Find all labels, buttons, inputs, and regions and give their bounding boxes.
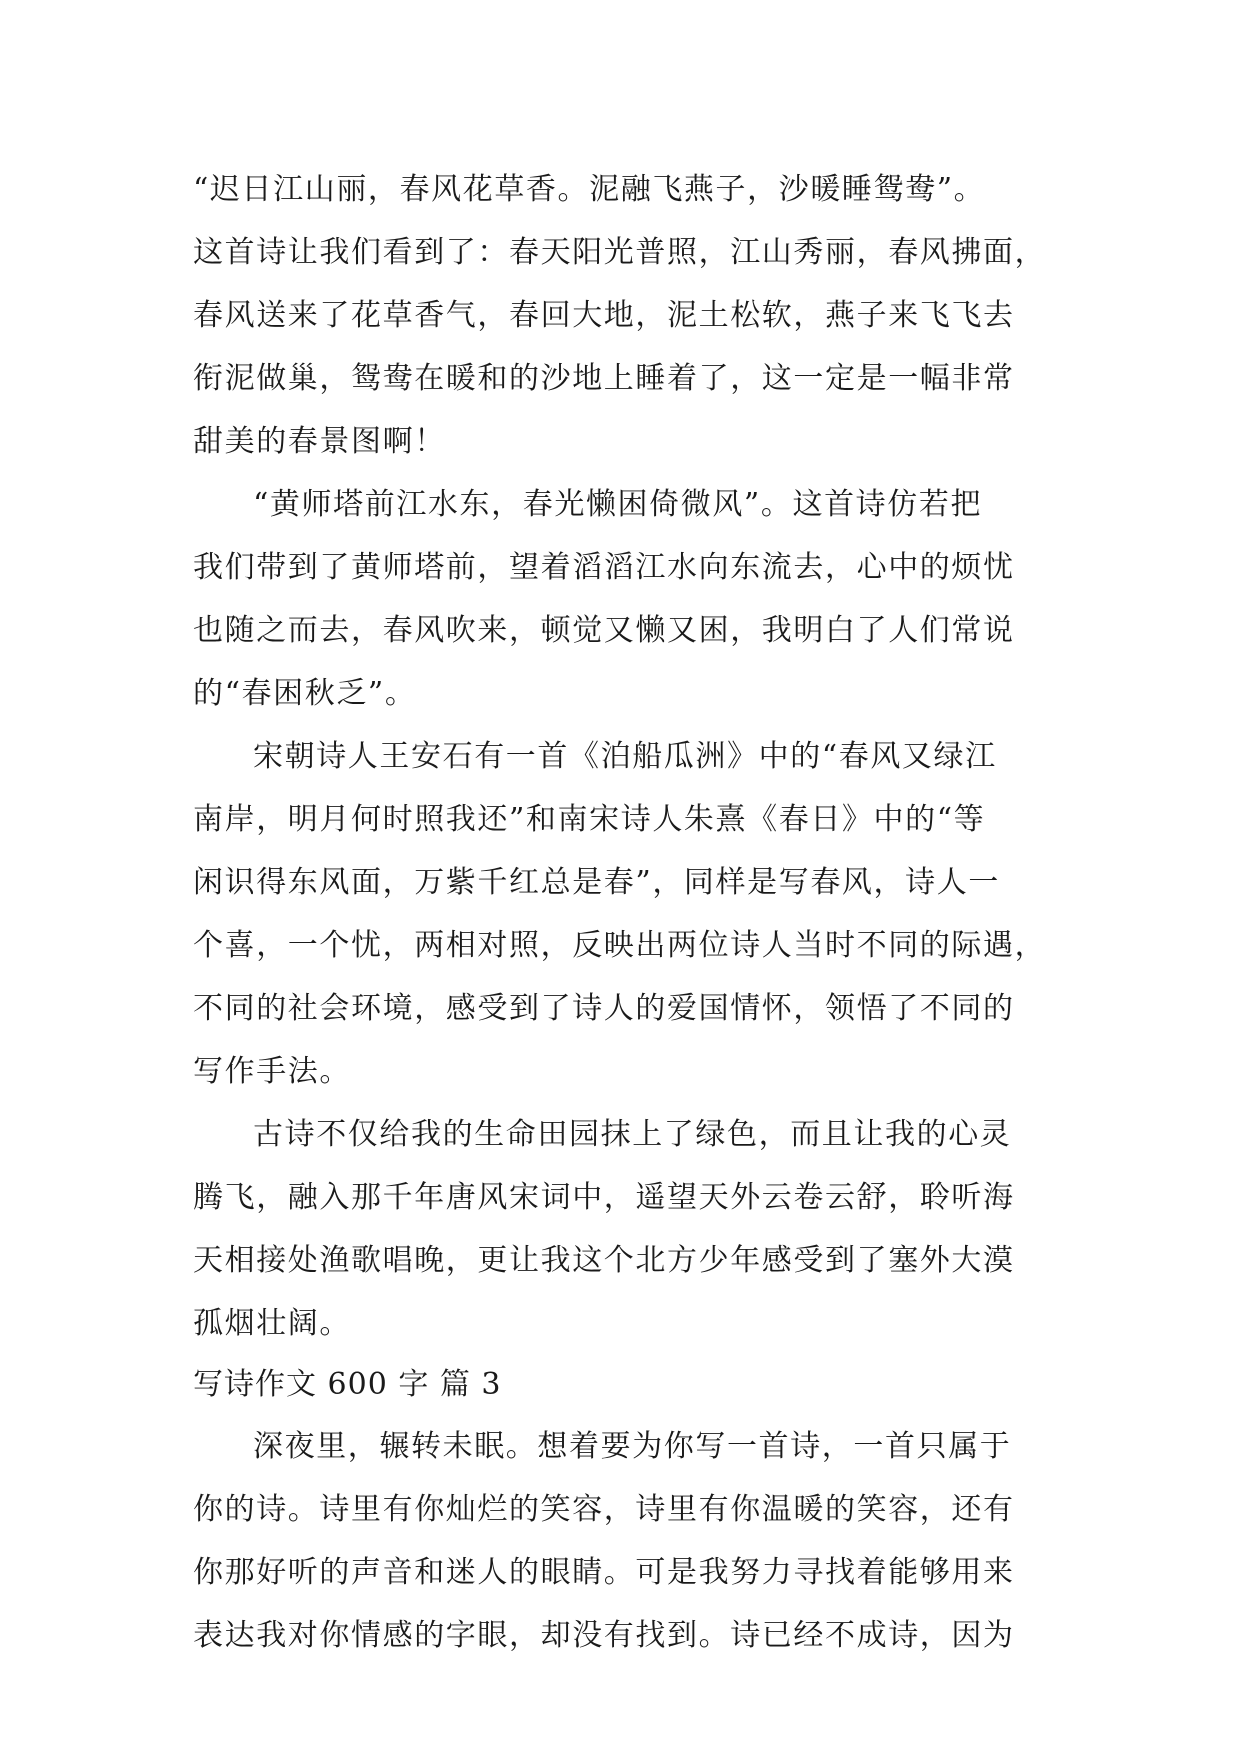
paragraph-line: 南岸，明月何时照我还”和南宋诗人朱熹《春日》中的“等 xyxy=(193,802,986,837)
paragraph-line: 写作手法。 xyxy=(193,1054,351,1089)
paragraph-line: 表达我对你情感的字眼，却没有找到。诗已经不成诗，因为 xyxy=(193,1618,1015,1653)
section-heading: 写诗作文 600 字 篇 3 xyxy=(193,1367,502,1402)
paragraph-line: 我们带到了黄师塔前，望着滔滔江水向东流去，心中的烦忧 xyxy=(193,550,1015,585)
paragraph-ancient-poetry xyxy=(193,1103,1053,1355)
paragraph-spring-poem xyxy=(193,158,1053,473)
paragraph-line: 甜美的春景图啊！ xyxy=(193,424,446,459)
paragraph-huangshi-tower xyxy=(193,473,1053,725)
document-body xyxy=(193,158,1053,1667)
paragraph-line: 腾飞，融入那千年唐风宋词中，遥望天外云卷云舒，聆听海 xyxy=(193,1180,1015,1215)
paragraph-line: 你那好听的声音和迷人的眼睛。可是我努力寻找着能够用来 xyxy=(193,1555,1015,1590)
paragraph-line: 古诗不仅给我的生命田园抹上了绿色，而且让我的心灵 xyxy=(253,1117,1012,1152)
paragraph-line: 个喜，一个忧，两相对照，反映出两位诗人当时不同的际遇， xyxy=(193,928,1047,963)
paragraph-line: 你的诗。诗里有你灿烂的笑容，诗里有你温暖的笑容，还有 xyxy=(193,1492,1015,1527)
paragraph-line: 不同的社会环境，感受到了诗人的爱国情怀，领悟了不同的 xyxy=(193,991,1015,1026)
paragraph-line: “迟日江山丽，春风花草香。泥融飞燕子，沙暖睡鸳鸯”。 xyxy=(193,172,986,207)
paragraph-late-night xyxy=(193,1415,1053,1667)
paragraph-line: 闲识得东风面，万紫千红总是春”，同样是写春风，诗人一 xyxy=(193,865,1000,900)
paragraph-line: 的“春困秋乏”。 xyxy=(193,676,417,711)
paragraph-line: “黄师塔前江水东，春光懒困倚微风”。这首诗仿若把 xyxy=(253,487,983,522)
paragraph-line: 也随之而去，春风吹来，顿觉又懒又困，我明白了人们常说 xyxy=(193,613,1015,648)
paragraph-line: 孤烟壮阔。 xyxy=(193,1306,351,1341)
paragraph-line: 春风送来了花草香气，春回大地，泥土松软，燕子来飞飞去 xyxy=(193,298,1015,333)
paragraph-line: 深夜里，辗转未眠。想着要为你写一首诗，一首只属于 xyxy=(253,1429,1012,1464)
paragraph-line: 宋朝诗人王安石有一首《泊船瓜洲》中的“春风又绿江 xyxy=(253,739,997,774)
paragraph-wang-anshi xyxy=(193,725,1053,1103)
paragraph-line: 这首诗让我们看到了：春天阳光普照，江山秀丽，春风拂面， xyxy=(193,235,1047,270)
paragraph-line: 衔泥做巢，鸳鸯在暖和的沙地上睡着了，这一定是一幅非常 xyxy=(193,361,1015,396)
paragraph-line: 天相接处渔歌唱晚，更让我这个北方少年感受到了塞外大漠 xyxy=(193,1243,1015,1278)
